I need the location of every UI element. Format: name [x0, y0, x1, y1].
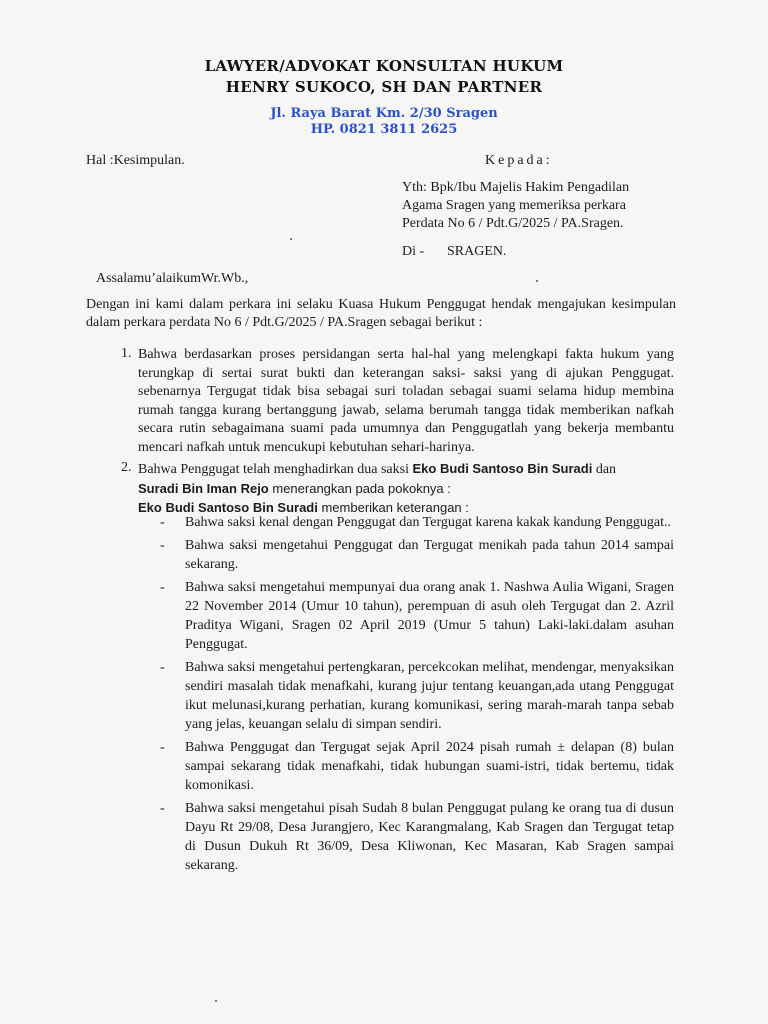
scan-speck — [536, 280, 538, 282]
intro-paragraph: Dengan ini kami dalam perkara ini selaku Kuasa Hukum Penggugat hendak mengajukan kesimpulan dalam perkara perdata No 6 / Pdt.G/2025 / PA.Sragen sebagai berikut : — [86, 297, 676, 330]
letterhead-phone: HP. 0821 3811 2625 — [310, 122, 458, 137]
bullet-marker: - — [160, 740, 165, 755]
recipient-block — [402, 179, 629, 233]
bullet-marker: - — [160, 515, 165, 530]
point-1-text: Bahwa berdasarkan proses persidangan serta hal-hal yang melengkapi fakta hukum yang terungkap di sertai surat bukti dan keterangan saksi- saksi yang di ajukan Penggugat. sebenarnya Tergugat tidak bisa sebagai suri toladan sebagai suami selama hidup membina rumah tangga kurang bertanggung jawab, selama berumah tangga tidak memberikan nafkah secara rutin sebagaimana suami pada umumnya dan Penggugatlah yang bekerja membantu mencari nafkah untuk mencukupi kebutuhan sehari-harinya. — [138, 347, 674, 455]
di-place: SRAGEN. — [447, 244, 507, 259]
greeting: Assalamu’alaikumWr.Wb., — [96, 271, 249, 286]
bullet-marker: - — [160, 801, 165, 816]
witness-2-name: Suradi Bin Iman Rejo — [138, 480, 269, 496]
bullet-text: Bahwa saksi kenal dengan Penggugat dan Tergugat karena kakak kandung Penggugat.. — [185, 515, 672, 530]
list-item — [160, 658, 674, 734]
letterhead-name: HENRY SUKOCO, SH DAN PARTNER — [225, 78, 543, 96]
di-label: Di - — [402, 244, 425, 259]
point-2-number: 2. — [121, 460, 132, 475]
bullet-text: Bahwa saksi mengetahui mempunyai dua orang anak 1. Nashwa Aulia Wigani, Sragen 22 November 2014 (Umur 10 tahun), perempuan di asuh oleh Tergugat dan 2. Azril Praditya Wigani, Sragen 02 April 2019 (Umur 5 tahun) Laki-laki.dalam asuhan Penggugat. — [185, 580, 674, 652]
bullet-marker: - — [160, 538, 165, 553]
recipient-line-1: Yth: Bpk/Ibu Majelis Hakim Pengadilan — [402, 180, 630, 195]
recipient-line-2: Agama Sragen yang memeriksa perkara — [402, 198, 626, 213]
list-item — [160, 536, 674, 574]
scan-speck — [215, 1000, 217, 1002]
point-2-pre: Bahwa Penggugat telah menghadirkan dua saksi — [138, 462, 413, 477]
point-1-number: 1. — [121, 346, 132, 361]
bullet-text: Bahwa saksi mengetahui pisah Sudah 8 bulan Penggugat pulang ke orang tua di dusun Dayu Rt 29/08, Desa Jurangjero, Kec Karangmalang, Kab Sragen dan Tergugat tetap di Dusun Dukuh Rt 36/09, Desa Kliwonan, Kec Masaran, Kab Sragen sampai sekarang. — [185, 801, 674, 873]
bullet-marker: - — [160, 580, 165, 595]
testimony-list — [160, 513, 674, 879]
sub-witness-name: Eko Budi Santoso Bin Suradi — [138, 500, 318, 515]
letterhead-firm: LAWYER/ADVOKAT KONSULTAN HUKUM — [204, 57, 564, 75]
subject-line: Hal :Kesimpulan. — [86, 153, 185, 168]
list-item — [160, 738, 674, 795]
letterhead-address: Jl. Raya Barat Km. 2/30 Sragen — [270, 106, 498, 121]
list-item — [160, 578, 674, 654]
point-2-text — [138, 460, 674, 519]
bullet-text: Bahwa Penggugat dan Tergugat sejak April 2024 pisah rumah ± delapan (8) bulan sampai sekarang tidak menafkahi, tidak hubungan suami-istri, tidak bertemu, tidak komonikasi. — [185, 740, 674, 793]
recipient-place — [402, 244, 507, 260]
point-2-and: dan — [592, 462, 617, 477]
witness-1-name: Eko Budi Santoso Bin Suradi — [412, 461, 593, 476]
bullet-marker: - — [160, 660, 165, 675]
bullet-text: Bahwa saksi mengetahui Penggugat dan Tergugat menikah pada tahun 2014 sampai sekarang. — [185, 538, 674, 572]
bullet-text: Bahwa saksi mengetahui pertengkaran, percekcokan melihat, mendengar, menyaksikan sendiri masalah tidak menafkahi, kurang jujur tentang keuangan,ada utang Penggugat ikut melunasi,kurang perhatian, kurang komunikasi, sering marah-marah tanpa sebab yang jelas, keuangan selalu di simpan sendiri. — [185, 660, 674, 732]
scan-speck — [290, 238, 292, 240]
list-item — [160, 513, 674, 532]
kepada-label: Kepada: — [485, 153, 553, 168]
list-item — [160, 799, 674, 875]
recipient-line-3: Perdata No 6 / Pdt.G/2025 / PA.Sragen. — [402, 216, 624, 231]
letterhead — [0, 56, 768, 138]
point-2-post: menerangkan pada pokoknya : — [268, 480, 451, 496]
sub-witness-post: memberikan keterangan : — [317, 500, 469, 515]
